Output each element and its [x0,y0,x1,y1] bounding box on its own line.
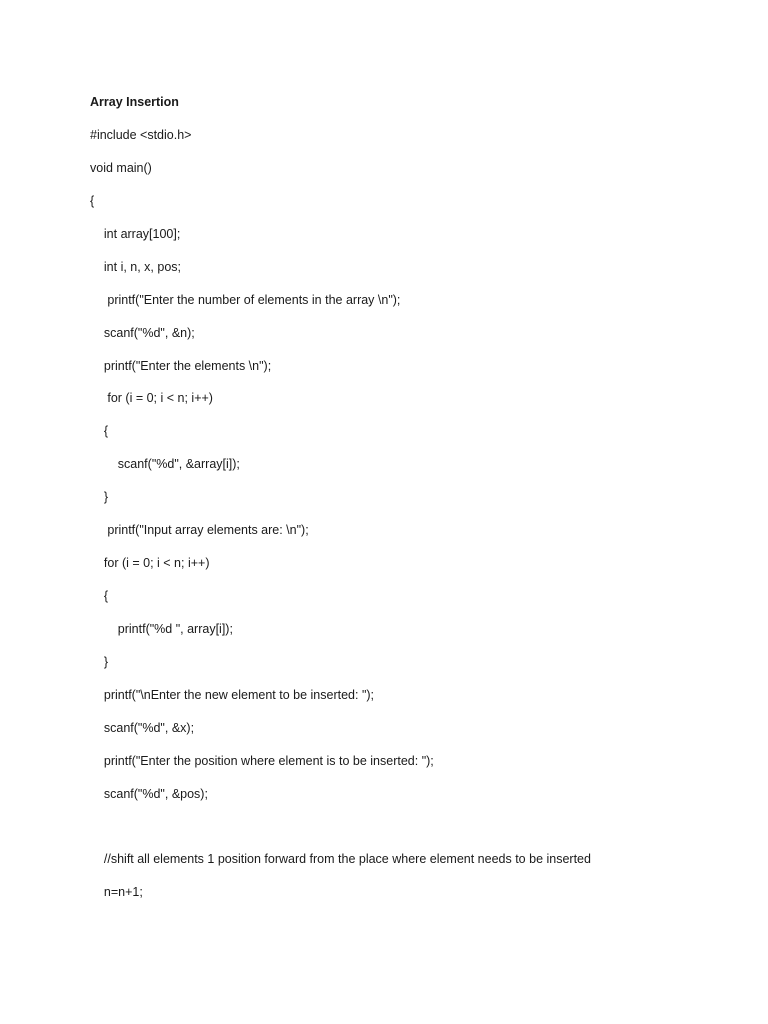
code-line: } [90,655,109,669]
code-line: //shift all elements 1 position forward from the place where element needs to be inserted [90,852,591,866]
code-line: { [90,194,95,208]
code-line: scanf("%d", &pos); [90,787,208,801]
code-line: { [90,424,109,438]
code-line: scanf("%d", &x); [90,721,195,735]
code-line: printf("Enter the elements \n"); [90,359,272,373]
code-line: n=n+1; [90,885,143,899]
code-line: printf("%d ", array[i]); [90,622,233,636]
code-line: { [90,589,109,603]
code-line: printf("Input array elements are: \n"); [90,523,309,537]
code-line: } [90,490,109,504]
code-line: int array[100]; [90,227,181,241]
code-line: scanf("%d", &array[i]); [90,457,240,471]
code-line: scanf("%d", &n); [90,326,195,340]
code-line: #include <stdio.h> [90,128,192,142]
document-title: Array Insertion [90,95,179,109]
code-line: for (i = 0; i < n; i++) [90,391,213,405]
code-line: void main() [90,161,152,175]
code-line: printf("Enter the number of elements in the array \n"); [90,293,401,307]
code-line: printf("\nEnter the new element to be inserted: "); [90,688,375,702]
code-line: for (i = 0; i < n; i++) [90,556,210,570]
code-line: int i, n, x, pos; [90,260,182,274]
code-line: printf("Enter the position where element is to be inserted: "); [90,754,434,768]
